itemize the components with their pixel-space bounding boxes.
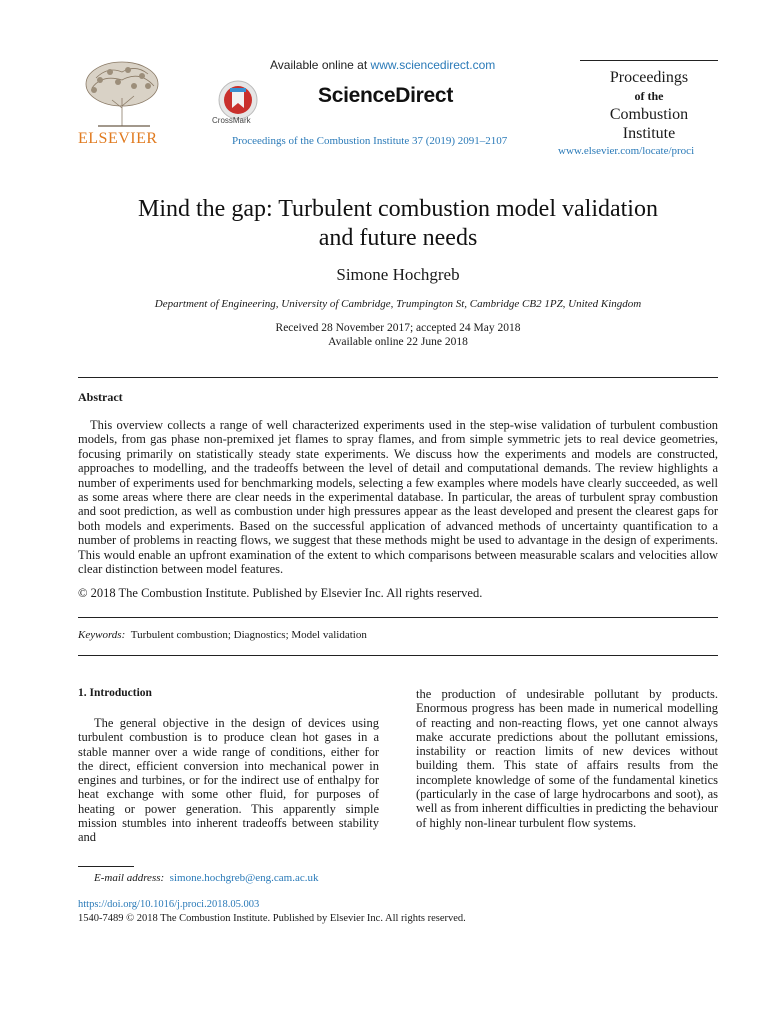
journal-citation[interactable]: Proceedings of the Combustion Institute 37 (2019) 2091–2107 bbox=[232, 135, 508, 147]
title-line-1: Mind the gap: Turbulent combustion model validation bbox=[138, 196, 658, 222]
keywords-top-rule bbox=[78, 617, 718, 618]
title-line-2: and future needs bbox=[318, 225, 478, 251]
keywords-label: Keywords: bbox=[78, 629, 126, 641]
author-email-line bbox=[94, 872, 318, 884]
received-date: Received 28 November 2017; accepted 24 May 2018 bbox=[275, 322, 521, 334]
issn-copyright: 1540-7489 © 2018 The Combustion Institute. Published by Elsevier Inc. All rights reserved. bbox=[78, 913, 466, 924]
intro-right-column: the production of undesirable pollutant by products. Enormous progress has been made in numerical modelling of reacting and non-reacting flows, yet one cannot always make accurate predictions about the pollutant emissions, instability or reaction limits of new devices without building them. This state of affairs results from the incomplete knowledge of some of the fundamental kinetics (particularly in the case of large hydrocarbons and soot), as well as from inherent difficulties in predicting the behaviour of highly non-linear turbulent flow systems. bbox=[416, 687, 718, 830]
sciencedirect-link[interactable]: www.sciencedirect.com bbox=[370, 58, 496, 72]
journal-name-line2: of the bbox=[634, 89, 664, 103]
keywords-bottom-rule bbox=[78, 655, 718, 656]
abstract-top-rule bbox=[78, 377, 718, 378]
abstract-copyright: © 2018 The Combustion Institute. Published by Elsevier Inc. All rights reserved. bbox=[78, 586, 483, 600]
crossmark-icon[interactable] bbox=[218, 80, 258, 120]
email-label: E-mail address: bbox=[94, 872, 165, 884]
keywords-line bbox=[78, 629, 367, 641]
journal-url-link[interactable]: www.elsevier.com/locate/proci bbox=[558, 145, 695, 157]
journal-name-line4: Institute bbox=[622, 125, 676, 142]
keywords-values: Turbulent combustion; Diagnostics; Model validation bbox=[130, 629, 367, 641]
available-online-date: Available online 22 June 2018 bbox=[328, 336, 468, 348]
article-dates bbox=[40, 321, 756, 349]
author-email-link[interactable]: simone.hochgreb@eng.cam.ac.uk bbox=[169, 872, 319, 884]
elsevier-tree-logo bbox=[78, 58, 166, 130]
abstract-body: This overview collects a range of well characterized experiments used in the step-wise validation of turbulent combustion models, from gas phase non-premixed jet flames to spray flames, and from simple symmetric jets to real device geometries, focusing primarily on statistically steady state experiments. We discuss how the experiments and models are constructed, approaches to modelling, and the tradeoffs between the level of detail and computational demands. The review highlights a number of experiments used for benchmarking models, selecting a few examples where models have clearly succeeded, as well as some areas where there are clear needs in the experimental database. In particular, the areas of turbulent spray combustion and soot prediction, as well as combustion under high pressures appear as the least developed and present the clearest gaps for both models and experiments. Based on the successful application of advanced methods of uncertainty quantification to a number of problems in reacting flows, we suggest that these methods might be used to advantage in the design of experiments. This would enable an upfront examination of the extent to which comparisons between measurable scalars and velocities allow clear distinction between model features. bbox=[78, 418, 718, 577]
intro-left-column: The general objective in the design of devices using turbulent combustion is to produce clean hot gases in a stable manner over a wide range of conditions, either for the direct, efficient conversion into mechanical power in engines and turbines, or for the indirect use of enthalpy for heat exchange with some other fluid, for purposes of heating or power generation. This apparently simple mission stumbles into inherent tradeoffs between stability and bbox=[78, 716, 379, 845]
abstract-heading: Abstract bbox=[78, 390, 123, 404]
section-heading-introduction: 1. Introduction bbox=[78, 687, 152, 699]
journal-name-line1: Proceedings bbox=[609, 69, 689, 86]
journal-name-box bbox=[580, 60, 718, 145]
available-online-line bbox=[270, 58, 495, 72]
article-title bbox=[40, 195, 756, 253]
journal-name-line3: Combustion bbox=[609, 106, 689, 123]
crossmark-label: CrossMark bbox=[212, 116, 251, 125]
author-name: Simone Hochgreb bbox=[336, 265, 460, 284]
publisher-wordmark: ELSEVIER bbox=[78, 130, 158, 147]
doi-link[interactable]: https://doi.org/10.1016/j.proci.2018.05.003 bbox=[78, 899, 260, 910]
author-affiliation: Department of Engineering, University of Cambridge, Trumpington St, Cambridge CB2 1PZ, United Kingdom bbox=[154, 298, 642, 310]
sciencedirect-logo: ScienceDirect bbox=[318, 84, 454, 107]
footnote-rule bbox=[78, 866, 134, 867]
available-prefix: Available online at bbox=[270, 58, 371, 72]
